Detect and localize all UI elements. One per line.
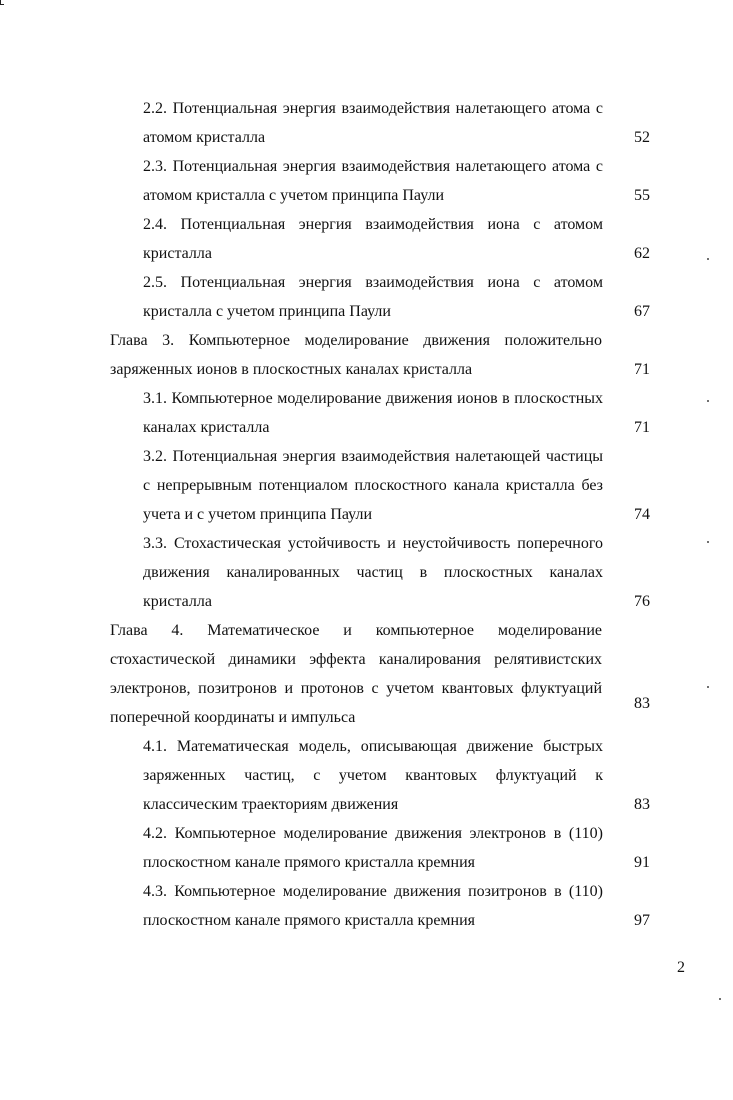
toc-entry-page: 52 <box>634 129 650 146</box>
scan-speck <box>707 258 709 260</box>
toc-entry <box>0 732 733 819</box>
toc-entry-page: 67 <box>634 303 650 320</box>
toc-entry-page: 71 <box>634 419 650 436</box>
toc-chapter-entry <box>0 326 733 384</box>
toc-entry <box>0 94 733 152</box>
toc-entry-title: 2.2. Потенциальная энергия взаимодействия налетающего атома с атомом кристалла <box>143 100 603 146</box>
toc-entry-title: 3.1. Компьютерное моделирование движения ионов в плоскостных каналах кристалла <box>143 390 603 436</box>
toc-entry <box>0 442 733 529</box>
toc-entry <box>0 819 733 877</box>
toc-entry-title: 4.1. Математическая модель, описывающая движение быстрых заряженных частиц, с учетом квантовых флуктуаций к классическим траекториям движения <box>143 738 603 813</box>
table-of-contents <box>0 94 733 935</box>
toc-entry-title: 4.2. Компьютерное моделирование движения электронов в (110) плоскостном канале прямого кристалла кремния <box>143 825 603 871</box>
toc-entry-page: 76 <box>634 593 650 610</box>
scan-corner-mark <box>0 0 4 5</box>
toc-entry-page: 83 <box>634 695 650 712</box>
page-number: 2 <box>677 959 685 976</box>
toc-entry-page: 83 <box>634 796 650 813</box>
toc-entry-page: 91 <box>634 854 650 871</box>
toc-chapter-entry <box>0 616 733 732</box>
toc-entry-page: 62 <box>634 245 650 262</box>
toc-entry <box>0 529 733 616</box>
toc-entry-page: 55 <box>634 187 650 204</box>
toc-entry-page: 74 <box>634 506 650 523</box>
scan-speck <box>707 541 709 543</box>
scan-speck <box>719 998 721 1000</box>
scan-speck <box>707 686 709 688</box>
toc-entry-title: 2.3. Потенциальная энергия взаимодействия налетающего атома с атомом кристалла с учетом принципа Паули <box>143 158 603 204</box>
toc-entry-title: 3.2. Потенциальная энергия взаимодействия налетающей частицы с непрерывным потенциалом плоскостного канала кристалла без учета и с учетом принципа Паули <box>143 448 603 523</box>
toc-entry <box>0 210 733 268</box>
toc-entry <box>0 384 733 442</box>
toc-entry <box>0 152 733 210</box>
scan-speck <box>707 400 709 402</box>
toc-chapter-title: Глава 3. Компьютерное моделирование движения положительно заряженных ионов в плоскостных каналах кристалла <box>110 332 602 378</box>
toc-entry <box>0 268 733 326</box>
toc-entry-title: 2.4. Потенциальная энергия взаимодействия иона с атомом кристалла <box>143 216 603 262</box>
toc-chapter-title: Глава 4. Математическое и компьютерное моделирование стохастической динамики эффекта каналирования релятивистских электронов, позитронов и протонов с учетом квантовых флуктуаций поперечной координаты и импульса <box>110 622 602 726</box>
toc-entry <box>0 877 733 935</box>
toc-entry-title: 2.5. Потенциальная энергия взаимодействия иона с атомом кристалла с учетом принципа Паули <box>143 274 603 320</box>
toc-entry-page: 71 <box>634 361 650 378</box>
toc-entry-title: 3.3. Стохастическая устойчивость и неустойчивость поперечного движения каналированных частиц в плоскостных каналах кристалла <box>143 535 603 610</box>
toc-entry-page: 97 <box>634 912 650 929</box>
toc-entry-title: 4.3. Компьютерное моделирование движения позитронов в (110) плоскостном канале прямого кристалла кремния <box>143 883 603 929</box>
